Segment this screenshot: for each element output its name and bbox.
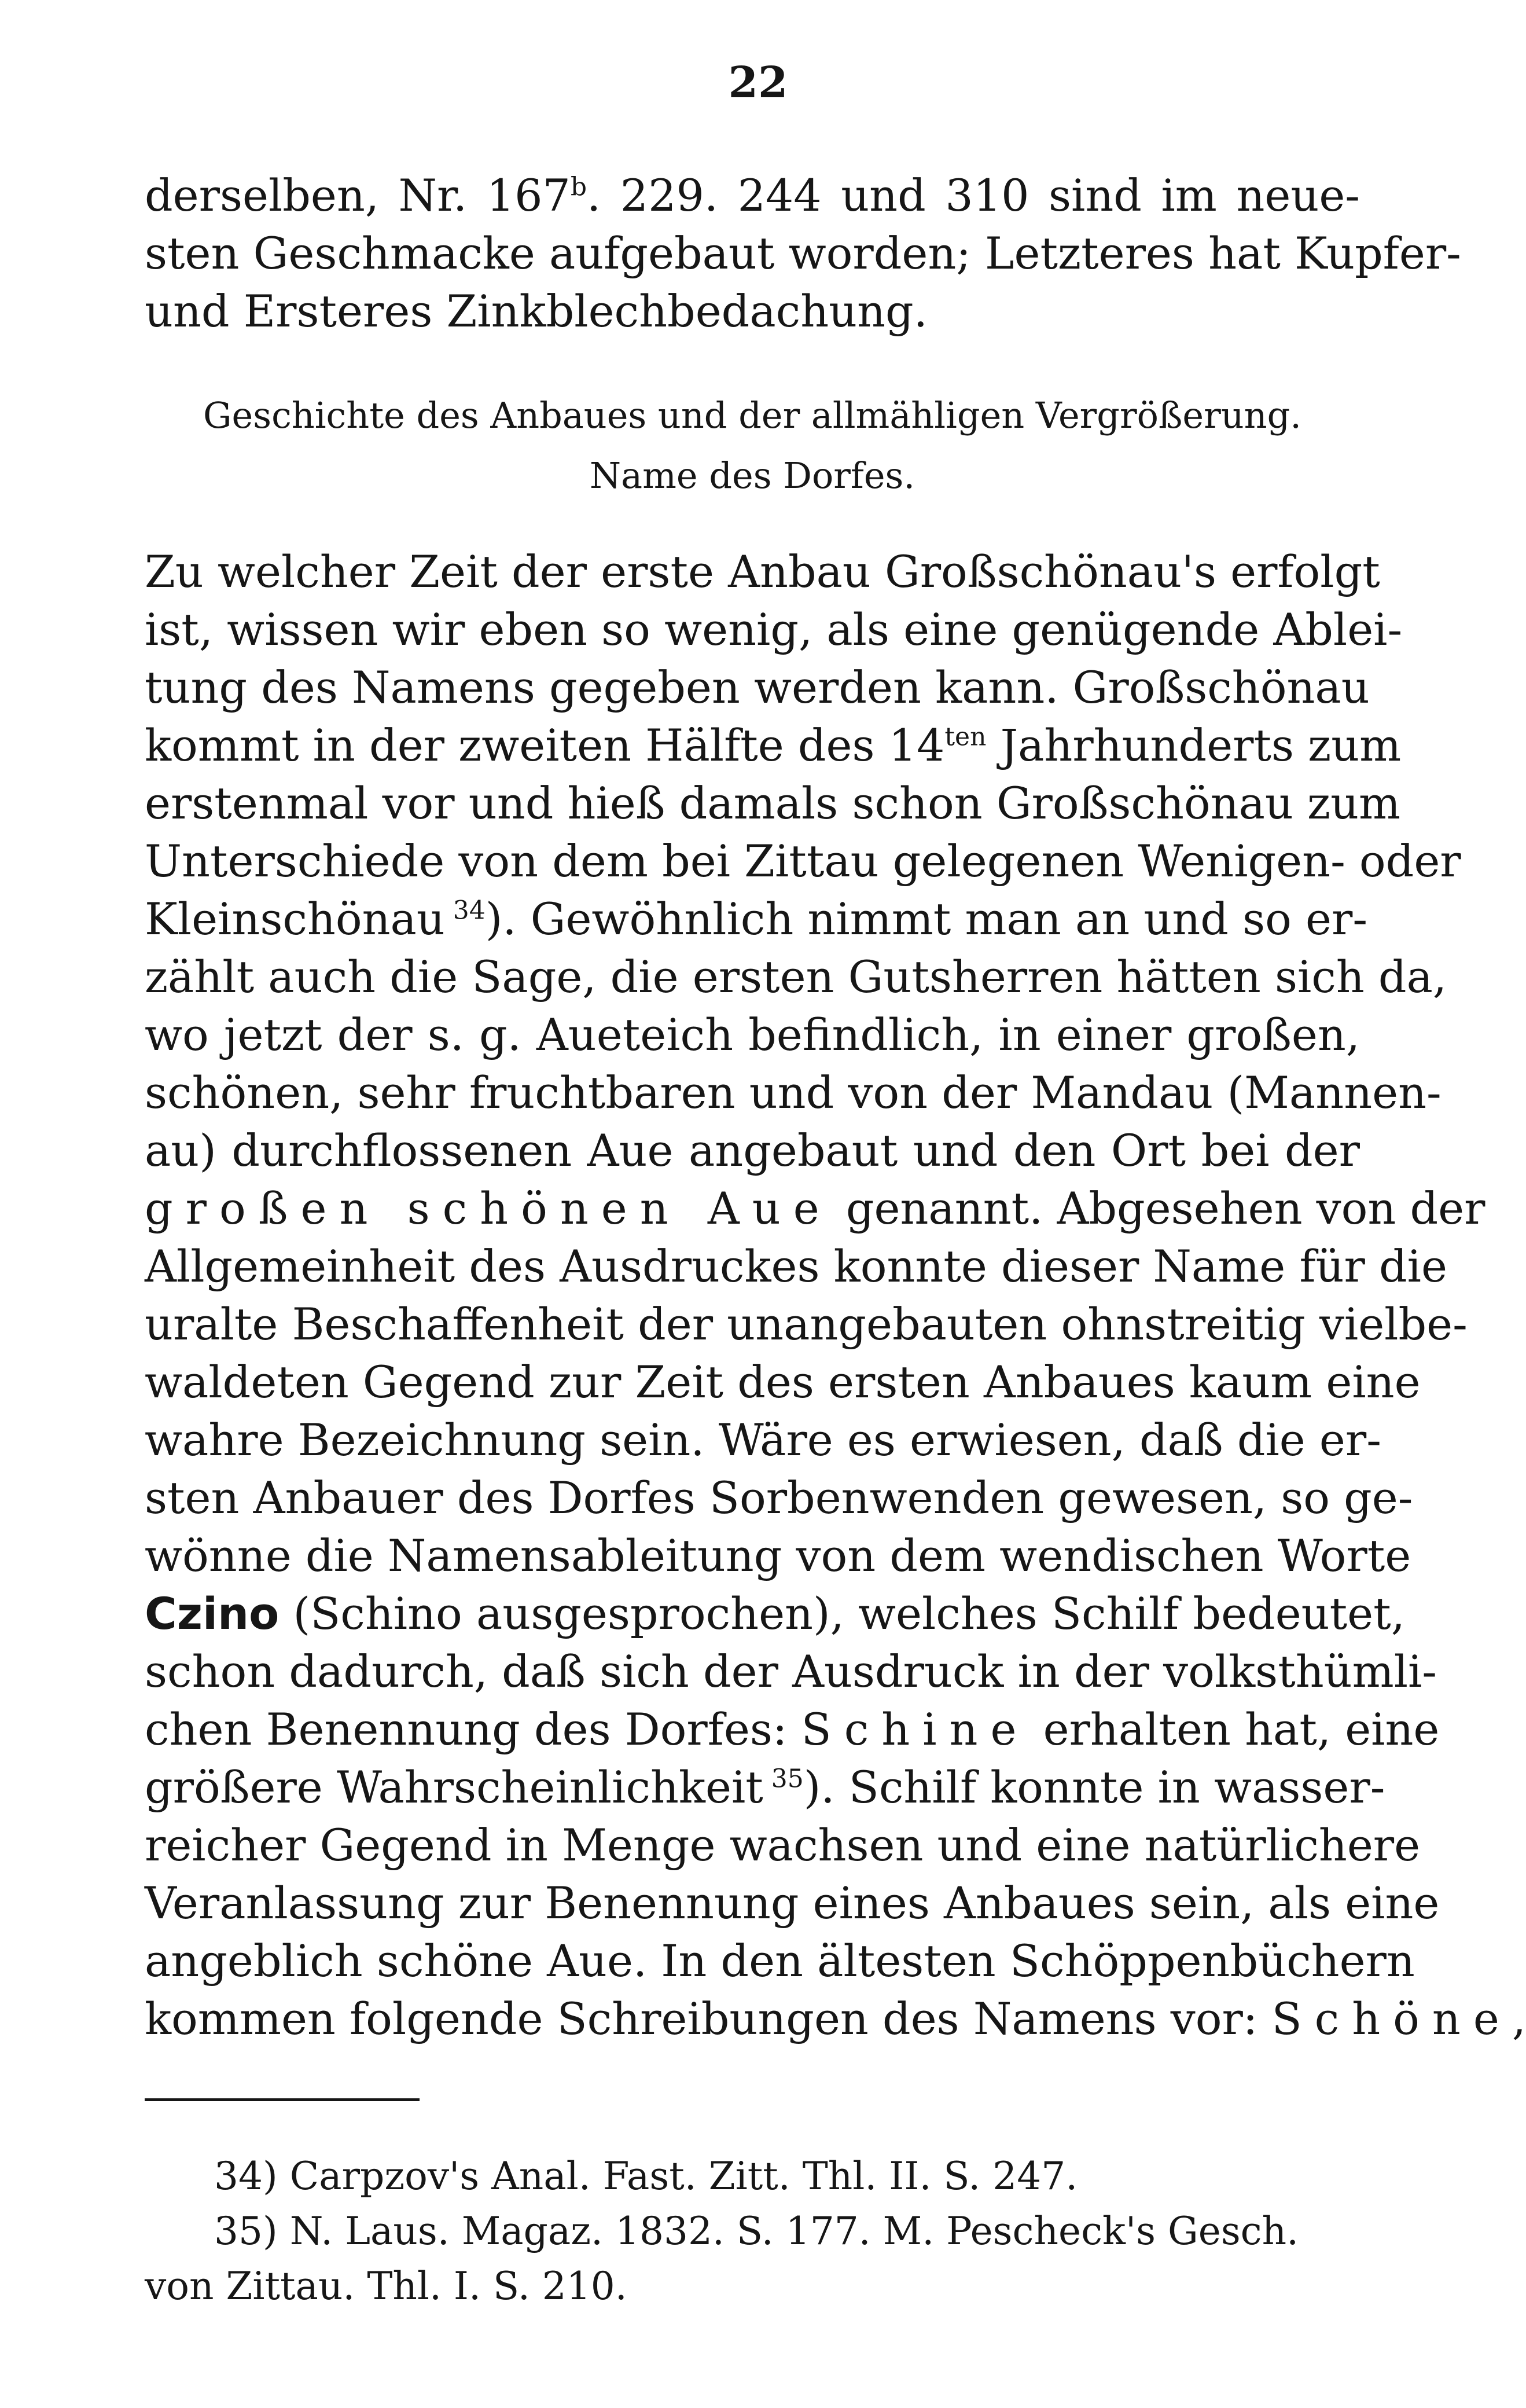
- section-heading: Geschichte des Anbaues und der allmähligen Vergrößerung.: [203, 394, 1301, 436]
- text-line: Veranlassung zur Benennung eines Anbaues sein, als eine: [145, 1877, 1440, 1929]
- emphasis-text: Schöne: [1271, 1993, 1512, 2044]
- footnote-ref: 35: [763, 1764, 804, 1794]
- text-line: [145, 1585, 1405, 1643]
- text-line: tung des Namens gegeben werden kann. Großschönau: [145, 662, 1370, 713]
- footnote-ref: 34: [444, 895, 486, 926]
- footnote-divider: [145, 2098, 420, 2101]
- text-line: Unterschiede von dem bei Zittau gelegenen Wenigen- oder: [145, 835, 1461, 887]
- footnote-34: 34) Carpzov's Anal. Fast. Zitt. Thl. II. S. 247.: [214, 2154, 1078, 2198]
- text-line: Zu welcher Zeit der erste Anbau Großschönau's erfolgt: [145, 546, 1380, 597]
- text-segment: kommen folgende Schreibungen des Namens vor:: [145, 1993, 1272, 2044]
- text-line: sten Anbauer des Dorfes Sorbenwenden gewesen, so ge-: [145, 1472, 1413, 1524]
- text-segment: erhalten hat, eine: [1029, 1704, 1440, 1755]
- superscript: ten: [944, 722, 987, 752]
- text-line: schönen, sehr fruchtbaren und von der Mandau (Mannen-: [145, 1067, 1442, 1118]
- text-line: [145, 167, 1360, 225]
- text-segment: chen Benennung des Dorfes:: [145, 1704, 801, 1755]
- section-subheading: Name des Dorfes.: [589, 454, 915, 497]
- text-line: reicher Gegend in Menge wachsen und eine natürlichere: [145, 1819, 1421, 1871]
- text-line: au) durchflossenen Aue angebaut und den Ort bei der: [145, 1125, 1360, 1176]
- text-line: erstenmal vor und hieß damals schon Großschönau zum: [145, 777, 1401, 829]
- text-segment: ,: [1512, 1993, 1526, 2044]
- superscript: b: [570, 172, 587, 202]
- text-segment: Jahrhunderts zum: [986, 720, 1402, 771]
- page-number: 22: [728, 58, 788, 108]
- text-segment: (Schino ausgesprochen), welches Schilf bedeutet,: [279, 1588, 1405, 1639]
- text-line: wahre Bezeichnung sein. Wäre es erwiesen, daß die er-: [145, 1414, 1381, 1466]
- text-line: [145, 1180, 1485, 1238]
- latin-word: Czino: [145, 1588, 280, 1639]
- text-line: [145, 717, 1402, 774]
- footnote-35: 35) N. Laus. Magaz. 1832. S. 177. M. Pescheck's Gesch.: [214, 2209, 1299, 2253]
- text-segment: kommt in der zweiten Hälfte des 14: [145, 720, 945, 771]
- text-line: sten Geschmacke aufgebaut worden; Letzteres hat Kupfer-: [145, 227, 1461, 279]
- text-segment: Kleinschönau: [145, 893, 445, 945]
- text-line: wönne die Namensableitung von dem wendischen Worte: [145, 1530, 1411, 1581]
- text-line: und Ersteres Zinkblechbedachung.: [145, 285, 928, 337]
- footnote-35-continuation: von Zittau. Thl. I. S. 210.: [145, 2264, 627, 2308]
- text-line: [145, 1990, 1526, 2048]
- text-segment: ). Schilf konnte in wasser-: [803, 1761, 1385, 1813]
- text-segment: größere Wahrscheinlichkeit: [145, 1761, 763, 1813]
- text-line: Allgemeinheit des Ausdruckes konnte dieser Name für die: [145, 1240, 1447, 1292]
- text-line: uralte Beschaffenheit der unangebauten ohnstreitig vielbe-: [145, 1298, 1468, 1350]
- text-line: ist, wissen wir eben so wenig, als eine genügende Ablei-: [145, 604, 1403, 655]
- text-segment: ). Gewöhnlich nimmt man an und so er-: [485, 893, 1368, 945]
- text-line: [145, 890, 1368, 948]
- text-line: angeblich schöne Aue. In den ältesten Schöppenbüchern: [145, 1935, 1415, 1987]
- text-line: schon dadurch, daß sich der Ausdruck in der volksthümli-: [145, 1646, 1437, 1697]
- text-line: wo jetzt der s. g. Aueteich befindlich, in einer großen,: [145, 1009, 1360, 1060]
- text-segment: genannt. Abgesehen von der: [832, 1183, 1485, 1234]
- emphasis-text: Schine: [801, 1704, 1029, 1755]
- text-line: [145, 1701, 1440, 1759]
- text-line: [145, 1759, 1385, 1816]
- emphasis-text: großen schönen Aue: [145, 1183, 832, 1234]
- text-segment: . 229. 244 und 310 sind im neue-: [587, 170, 1360, 221]
- text-segment: derselben, Nr. 167: [145, 170, 571, 221]
- text-line: zählt auch die Sage, die ersten Gutsherren hätten sich da,: [145, 951, 1447, 1003]
- text-line: waldeten Gegend zur Zeit des ersten Anbaues kaum eine: [145, 1356, 1421, 1408]
